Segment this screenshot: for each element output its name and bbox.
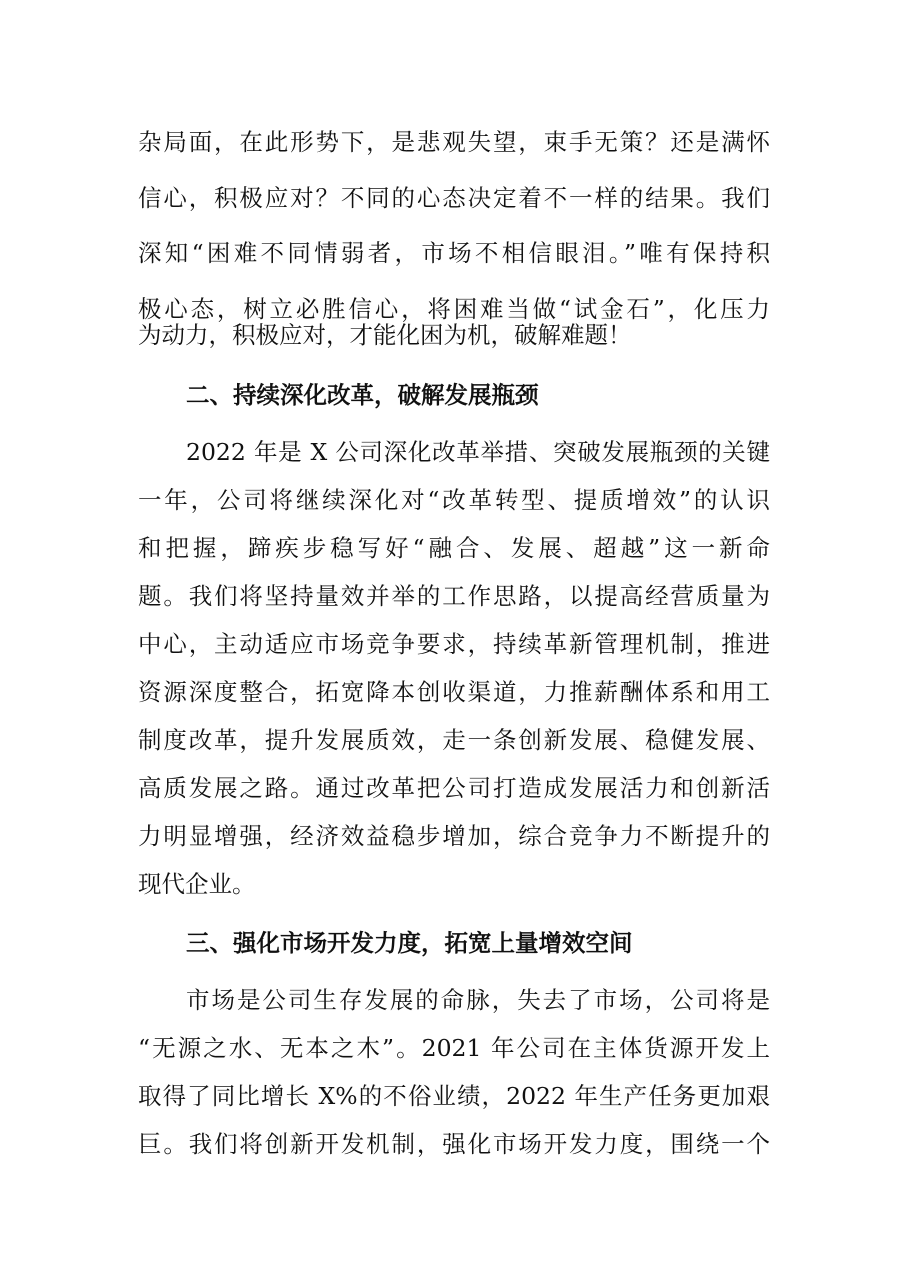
- paragraph-2-line-8: 高质发展之路。通过改革把公司打造成发展活力和创新活: [138, 774, 770, 802]
- section-heading-3: 三、强化市场开发力度，拓宽上量增效空间: [186, 929, 633, 957]
- paragraph-2-line-7: 制度改革，提升发展质效，走一条创新发展、稳健发展、: [138, 726, 770, 754]
- paragraph-3-line-4: 巨。我们将创新开发机制，强化市场开发力度，围绕一个: [138, 1130, 770, 1158]
- paragraph-2-line-10: 现代企业。: [138, 870, 256, 898]
- paragraph-1-line-4: 极心态，树立必胜信心，将困难当做“试金石”，化压力: [138, 295, 770, 323]
- paragraph-2-line-9: 力明显增强，经济效益稳步增加，综合竞争力不断提升的: [138, 822, 770, 850]
- paragraph-3-line-3: 取得了同比增长 X%的不俗业绩，2022 年生产任务更加艰: [138, 1082, 770, 1110]
- paragraph-2-line-3: 和把握，蹄疾步稳写好“融合、发展、超越”这一新命: [138, 534, 770, 562]
- paragraph-1-line-2: 信心，积极应对？不同的心态决定着不一样的结果。我们: [138, 184, 770, 212]
- paragraph-1-line-1: 杂局面，在此形势下，是悲观失望，束手无策？还是满怀: [138, 128, 770, 156]
- paragraph-2-line-6: 资源深度整合，拓宽降本创收渠道，力推薪酬体系和用工: [138, 678, 770, 706]
- paragraph-3-line-2: “无源之水、无本之木”。2021 年公司在主体货源开发上: [138, 1034, 770, 1062]
- section-heading-2: 二、持续深化改革，破解发展瓶颈: [186, 381, 539, 409]
- paragraph-2-line-4: 题。我们将坚持量效并举的工作思路，以提高经营质量为: [138, 582, 770, 610]
- paragraph-2-line-5: 中心，主动适应市场竞争要求，持续革新管理机制，推进: [138, 630, 770, 658]
- paragraph-3-line-1: 市场是公司生存发展的命脉，失去了市场，公司将是: [186, 986, 770, 1014]
- paragraph-1-line-5: 为动力，积极应对，才能化困为机，破解难题！: [138, 321, 632, 349]
- paragraph-2-line-1: 2022 年是 X 公司深化改革举措、突破发展瓶颈的关键: [186, 438, 770, 466]
- paragraph-1-line-3: 深知“困难不同情弱者，市场不相信眼泪。”唯有保持积: [138, 239, 770, 267]
- paragraph-2-line-2: 一年，公司将继续深化对“改革转型、提质增效”的认识: [138, 486, 770, 514]
